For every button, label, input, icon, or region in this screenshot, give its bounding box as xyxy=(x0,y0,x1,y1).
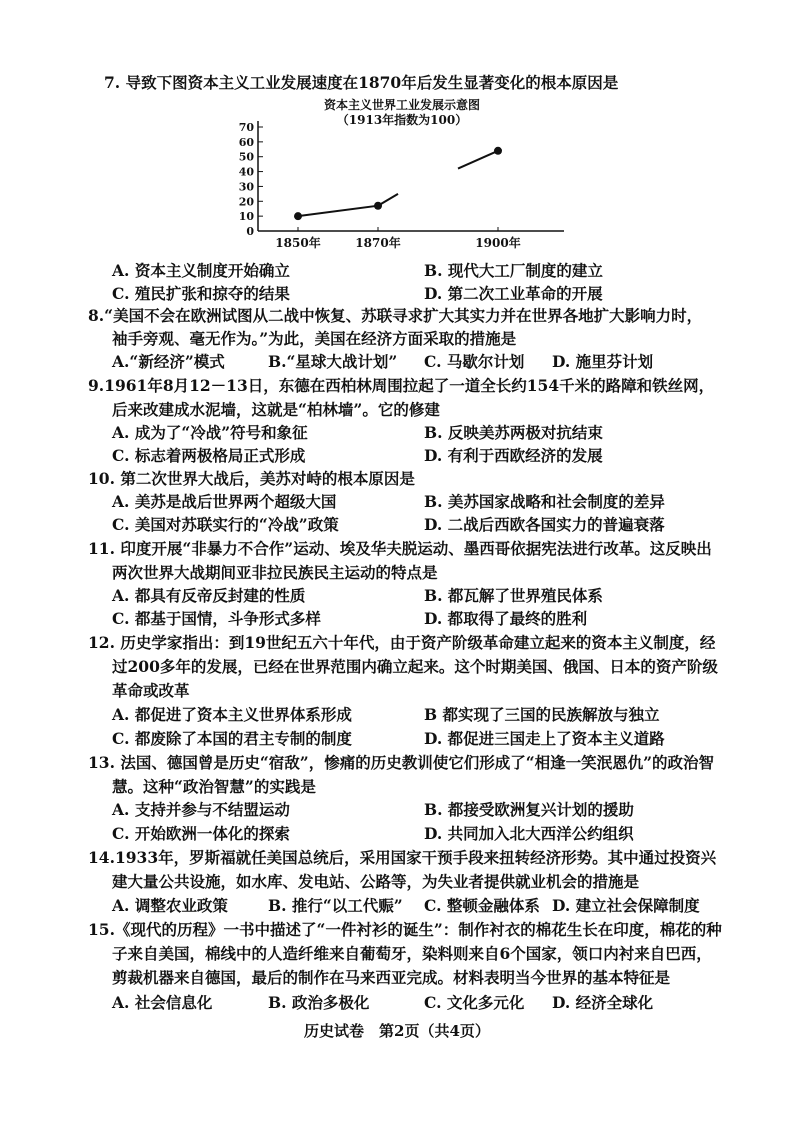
q11-option-c: C. 都基于国情，斗争形式多样 xyxy=(112,609,321,628)
q8-option-c: C. 马歇尔计划 xyxy=(424,352,525,371)
y-tick-label: 0 xyxy=(246,225,254,238)
question-13-stem-line2: 慧。这种“政治智慧”的实践是 xyxy=(112,777,316,796)
q7-option-d: D. 第二次工业革命的开展 xyxy=(424,284,603,303)
question-9-stem-line1: 9.1961年8月12－13日，东德在西柏林周围拉起了一道全长约154千米的路障和铁丝网， xyxy=(88,376,715,395)
q13-option-c: C. 开始欧洲一体化的探索 xyxy=(112,824,290,843)
q13-option-a: A. 支持并参与不结盟运动 xyxy=(112,800,290,819)
y-tick-label: 50 xyxy=(238,150,254,164)
chart-plot xyxy=(232,96,572,256)
q7-option-b: B. 现代大工厂制度的建立 xyxy=(424,261,603,280)
q14-option-c: C. 整顿金融体系 xyxy=(424,896,540,915)
y-tick-label: 20 xyxy=(238,195,254,209)
question-9-stem-line2: 后来改建成水泥墙，这就是“柏林墙”。它的修建 xyxy=(112,400,440,419)
q10-option-c: C. 美国对苏联实行的“冷战”政策 xyxy=(112,515,339,534)
series-line-segment xyxy=(458,151,498,169)
q15-option-d: D. 经济全球化 xyxy=(552,993,654,1012)
question-11-stem-line2: 两次世界大战期间亚非拉民族民主运动的特点是 xyxy=(112,563,438,582)
q13-option-b: B. 都接受欧洲复兴计划的援助 xyxy=(424,800,634,819)
y-tick-label: 10 xyxy=(238,210,254,224)
question-14-stem-line1: 14.1933年，罗斯福就任美国总统后，采用国家干预手段来扭转经济形势。其中通过投资兴 xyxy=(88,848,717,867)
q14-option-d: D. 建立社会保障制度 xyxy=(552,896,700,915)
q10-option-d: D. 二战后西欧各国实力的普遍衰落 xyxy=(424,515,665,534)
series-line-segment xyxy=(298,194,398,216)
q11-option-b: B. 都瓦解了世界殖民体系 xyxy=(424,586,603,605)
q15-option-c: C. 文化多元化 xyxy=(424,993,525,1012)
question-7-stem: 7. 导致下图资本主义工业发展速度在1870年后发生显著变化的根本原因是 xyxy=(104,73,619,92)
x-tick-label: 1850年 xyxy=(275,236,321,250)
data-point xyxy=(374,202,382,210)
question-12-stem-line2: 过200多年的发展，已经在世界范围内确立起来。这个时期美国、俄国、日本的资产阶级 xyxy=(112,657,718,676)
page-footer: 历史试卷 第2页（共4页） xyxy=(304,1022,490,1040)
q10-option-b: B. 美苏国家战略和社会制度的差异 xyxy=(424,492,665,511)
y-tick-label: 30 xyxy=(238,180,254,194)
question-15-stem-line2: 子来自美国，棉线中的人造纤维来自葡萄牙，染料则来自6个国家，领口内衬来自巴西， xyxy=(112,944,712,963)
x-tick-label: 1900年 xyxy=(475,236,521,250)
q15-option-a: A. 社会信息化 xyxy=(112,993,213,1012)
q9-option-a: A. 成为了“冷战”符号和象征 xyxy=(112,423,308,442)
data-point xyxy=(294,212,302,220)
q13-option-d: D. 共同加入北大西洋公约组织 xyxy=(424,824,634,843)
question-8-stem-line1: 8.“美国不会在欧洲试图从二战中恢复、苏联寻求扩大其实力并在世界各地扩大影响力时， xyxy=(88,306,703,325)
question-11-stem-line1: 11. 印度开展“非暴力不合作”运动、埃及华夫脱运动、墨西哥依据宪法进行改革。这反映出 xyxy=(88,539,712,558)
chart-subtitle: （1913年指数为100） xyxy=(336,113,468,127)
q12-option-d: D. 都促进三国走上了资本主义道路 xyxy=(424,729,665,748)
q12-option-b: B 都实现了三国的民族解放与独立 xyxy=(424,705,660,724)
y-tick-label: 70 xyxy=(238,121,254,134)
q11-option-d: D. 都取得了最终的胜利 xyxy=(424,609,588,628)
q9-option-c: C. 标志着两极格局正式形成 xyxy=(112,446,306,465)
q7-option-a: A. 资本主义制度开始确立 xyxy=(112,261,290,280)
question-15-stem-line3: 剪裁机器来自德国，最后的制作在马来西亚完成。材料表明当今世界的基本特征是 xyxy=(112,968,671,987)
q7-option-c: C. 殖民扩张和掠夺的结果 xyxy=(112,284,290,303)
q8-option-b: B.“星球大战计划” xyxy=(268,352,398,371)
q11-option-a: A. 都具有反帝反封建的性质 xyxy=(112,586,306,605)
chart-title: 资本主义世界工业发展示意图 xyxy=(323,98,480,112)
q12-option-a: A. 都促进了资本主义世界体系形成 xyxy=(112,705,352,724)
q9-option-b: B. 反映美苏两极对抗结束 xyxy=(424,423,603,442)
question-15-stem-line1: 15.《现代的历程》一书中描述了“一件衬衫的诞生”：制作衬衣的棉花生长在印度，棉花的种 xyxy=(88,920,722,939)
q14-option-b: B. 推行“以工代赈” xyxy=(268,896,403,915)
industry-chart xyxy=(232,96,572,256)
question-8-stem-line2: 袖手旁观、毫无作为。”为此，美国在经济方面采取的措施是 xyxy=(112,329,517,348)
question-14-stem-line2: 建大量公共设施，如水库、发电站、公路等，为失业者提供就业机会的措施是 xyxy=(112,872,640,891)
q9-option-d: D. 有利于西欧经济的发展 xyxy=(424,446,603,465)
data-point xyxy=(494,147,502,155)
question-12-stem-line3: 革命或改革 xyxy=(112,681,190,700)
q8-option-d: D. 施里芬计划 xyxy=(552,352,654,371)
y-tick-label: 60 xyxy=(238,135,254,149)
y-tick-label: 40 xyxy=(238,165,254,179)
question-10-stem: 10. 第二次世界大战后，美苏对峙的根本原因是 xyxy=(88,469,415,488)
question-12-stem-line1: 12. 历史学家指出：到19世纪五六十年代，由于资产阶级革命建立起来的资本主义制度，经 xyxy=(88,633,716,652)
q10-option-a: A. 美苏是战后世界两个超级大国 xyxy=(112,492,337,511)
x-tick-label: 1870年 xyxy=(355,236,401,250)
q8-option-a: A.“新经济”模式 xyxy=(112,352,225,371)
question-13-stem-line1: 13. 法国、德国曾是历史“宿敌”，惨痛的历史教训使它们形成了“相逢一笑泯恩仇”的政治智 xyxy=(88,753,715,772)
q14-option-a: A. 调整农业政策 xyxy=(112,896,228,915)
q15-option-b: B. 政治多极化 xyxy=(268,993,370,1012)
q12-option-c: C. 都废除了本国的君主专制的制度 xyxy=(112,729,352,748)
